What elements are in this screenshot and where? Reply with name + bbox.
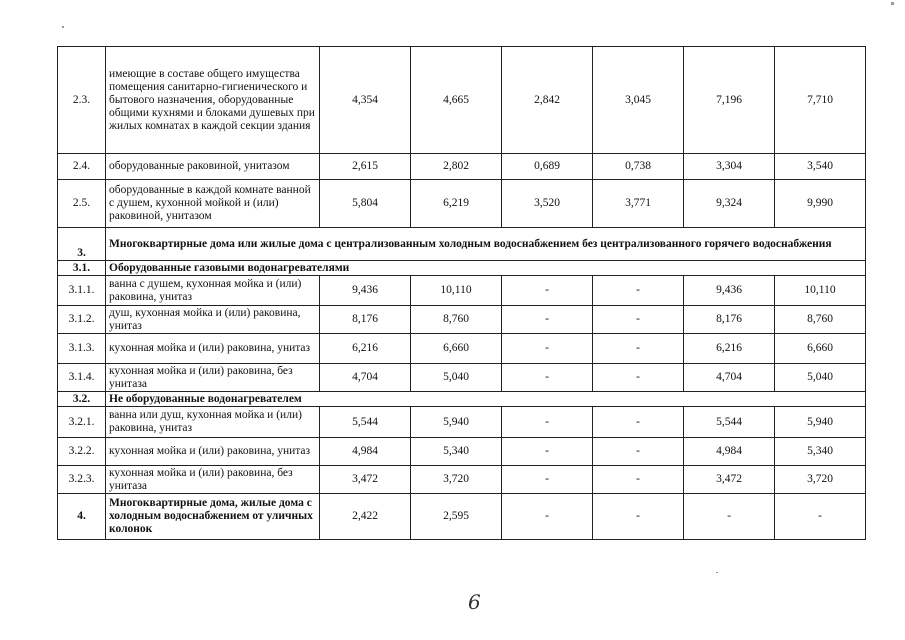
value-cell: 2,615 xyxy=(320,154,411,180)
value-cell: 4,984 xyxy=(320,438,411,466)
scan-speck xyxy=(716,572,718,573)
value-cell: 0,689 xyxy=(502,154,593,180)
value-cell: 9,436 xyxy=(320,276,411,306)
value-cell: 6,660 xyxy=(411,334,502,364)
description-cell: имеющие в составе общего имущества помещения санитарно-гигиенического и бытового назначения, оборудованные общими кухнями и блоками душевых при жилых комнатах в каждой секции здания xyxy=(106,47,320,154)
value-cell: 8,760 xyxy=(775,306,866,334)
value-cell: 5,040 xyxy=(411,364,502,392)
page-number: 6 xyxy=(468,590,481,614)
description-cell: оборудованные в каждой комнате ванной с душем, кухонной мойкой и (или) раковиной, унитазом xyxy=(106,180,320,228)
value-cell: 3,045 xyxy=(593,47,684,154)
table-row xyxy=(58,438,866,466)
row-number-cell: 4. xyxy=(58,494,106,540)
section-title-cell: Многоквартирные дома или жилые дома с централизованным холодным водоснабжением без централизованного горячего водоснабжения xyxy=(106,228,866,261)
value-cell: 6,216 xyxy=(320,334,411,364)
value-cell: 5,544 xyxy=(684,407,775,438)
description-cell: душ, кухонная мойка и (или) раковина, унитаз xyxy=(106,306,320,334)
row-number-cell: 3.1.3. xyxy=(58,334,106,364)
description-cell: кухонная мойка и (или) раковина, без унитаза xyxy=(106,466,320,494)
table-row xyxy=(58,276,866,306)
table-row xyxy=(58,47,866,154)
value-cell: 8,176 xyxy=(320,306,411,334)
value-cell: 2,422 xyxy=(320,494,411,540)
description-cell: ванна с душем, кухонная мойка и (или) раковина, унитаз xyxy=(106,276,320,306)
row-number-cell: 3.1.2. xyxy=(58,306,106,334)
value-cell: 2,595 xyxy=(411,494,502,540)
row-number-cell: 3.2.1. xyxy=(58,407,106,438)
value-cell: 3,720 xyxy=(411,466,502,494)
value-cell: 5,340 xyxy=(775,438,866,466)
value-cell: - xyxy=(502,364,593,392)
description-cell: кухонная мойка и (или) раковина, унитаз xyxy=(106,438,320,466)
scan-speck xyxy=(62,26,64,28)
value-cell: - xyxy=(502,438,593,466)
section-title-cell: Оборудованные газовыми водонагревателями xyxy=(106,261,866,276)
value-cell: 4,665 xyxy=(411,47,502,154)
value-cell: 4,354 xyxy=(320,47,411,154)
value-cell: - xyxy=(502,494,593,540)
value-cell: - xyxy=(593,438,684,466)
value-cell: 2,842 xyxy=(502,47,593,154)
value-cell: 5,940 xyxy=(411,407,502,438)
row-number-cell: 3.1.4. xyxy=(58,364,106,392)
section-title-cell: Не оборудованные водонагревателем xyxy=(106,392,866,407)
value-cell: - xyxy=(593,276,684,306)
value-cell: - xyxy=(684,494,775,540)
value-cell: - xyxy=(502,306,593,334)
value-cell: - xyxy=(775,494,866,540)
table-row xyxy=(58,392,866,407)
table-row xyxy=(58,407,866,438)
row-number-cell: 3.1.1. xyxy=(58,276,106,306)
table-row xyxy=(58,180,866,228)
value-cell: 9,324 xyxy=(684,180,775,228)
value-cell: - xyxy=(593,306,684,334)
row-number-cell: 3.2.3. xyxy=(58,466,106,494)
row-number-cell: 3. xyxy=(58,228,106,261)
table-row xyxy=(58,306,866,334)
table-row xyxy=(58,154,866,180)
table-row xyxy=(58,466,866,494)
description-cell: оборудованные раковиной, унитазом xyxy=(106,154,320,180)
value-cell: 10,110 xyxy=(775,276,866,306)
description-cell: кухонная мойка и (или) раковина, без унитаза xyxy=(106,364,320,392)
row-number-cell: 2.4. xyxy=(58,154,106,180)
value-cell: 4,984 xyxy=(684,438,775,466)
value-cell: 0,738 xyxy=(593,154,684,180)
value-cell: 3,540 xyxy=(775,154,866,180)
value-cell: 8,760 xyxy=(411,306,502,334)
value-cell: 9,990 xyxy=(775,180,866,228)
value-cell: 10,110 xyxy=(411,276,502,306)
scan-speck xyxy=(891,2,894,5)
value-cell: 4,704 xyxy=(320,364,411,392)
value-cell: - xyxy=(593,364,684,392)
row-number-cell: 2.5. xyxy=(58,180,106,228)
row-number-cell: 3.1. xyxy=(58,261,106,276)
value-cell: - xyxy=(502,334,593,364)
table-body xyxy=(58,47,866,540)
value-cell: - xyxy=(593,494,684,540)
table-row xyxy=(58,364,866,392)
row-number-cell: 3.2.2. xyxy=(58,438,106,466)
value-cell: 3,472 xyxy=(320,466,411,494)
row-number-cell: 2.3. xyxy=(58,47,106,154)
value-cell: 3,720 xyxy=(775,466,866,494)
value-cell: 6,660 xyxy=(775,334,866,364)
table-row xyxy=(58,334,866,364)
value-cell: 3,520 xyxy=(502,180,593,228)
value-cell: - xyxy=(502,407,593,438)
value-cell: 5,940 xyxy=(775,407,866,438)
table-row xyxy=(58,228,866,261)
table-row xyxy=(58,494,866,540)
value-cell: 7,710 xyxy=(775,47,866,154)
value-cell: 6,216 xyxy=(684,334,775,364)
value-cell: - xyxy=(502,466,593,494)
value-cell: 3,771 xyxy=(593,180,684,228)
table-row xyxy=(58,261,866,276)
value-cell: 6,219 xyxy=(411,180,502,228)
description-cell: ванна или душ, кухонная мойка и (или) раковина, унитаз xyxy=(106,407,320,438)
value-cell: - xyxy=(502,276,593,306)
value-cell: - xyxy=(593,466,684,494)
value-cell: 4,704 xyxy=(684,364,775,392)
description-cell: кухонная мойка и (или) раковина, унитаз xyxy=(106,334,320,364)
value-cell: 9,436 xyxy=(684,276,775,306)
value-cell: 5,544 xyxy=(320,407,411,438)
value-cell: 7,196 xyxy=(684,47,775,154)
value-cell: 3,472 xyxy=(684,466,775,494)
value-cell: 2,802 xyxy=(411,154,502,180)
value-cell: - xyxy=(593,407,684,438)
value-cell: 8,176 xyxy=(684,306,775,334)
consumption-norms-table xyxy=(57,46,866,540)
description-cell: Многоквартирные дома, жилые дома с холодным водоснабжением от уличных колонок xyxy=(106,494,320,540)
row-number-cell: 3.2. xyxy=(58,392,106,407)
value-cell: 3,304 xyxy=(684,154,775,180)
value-cell: 5,340 xyxy=(411,438,502,466)
value-cell: 5,040 xyxy=(775,364,866,392)
value-cell: - xyxy=(593,334,684,364)
value-cell: 5,804 xyxy=(320,180,411,228)
